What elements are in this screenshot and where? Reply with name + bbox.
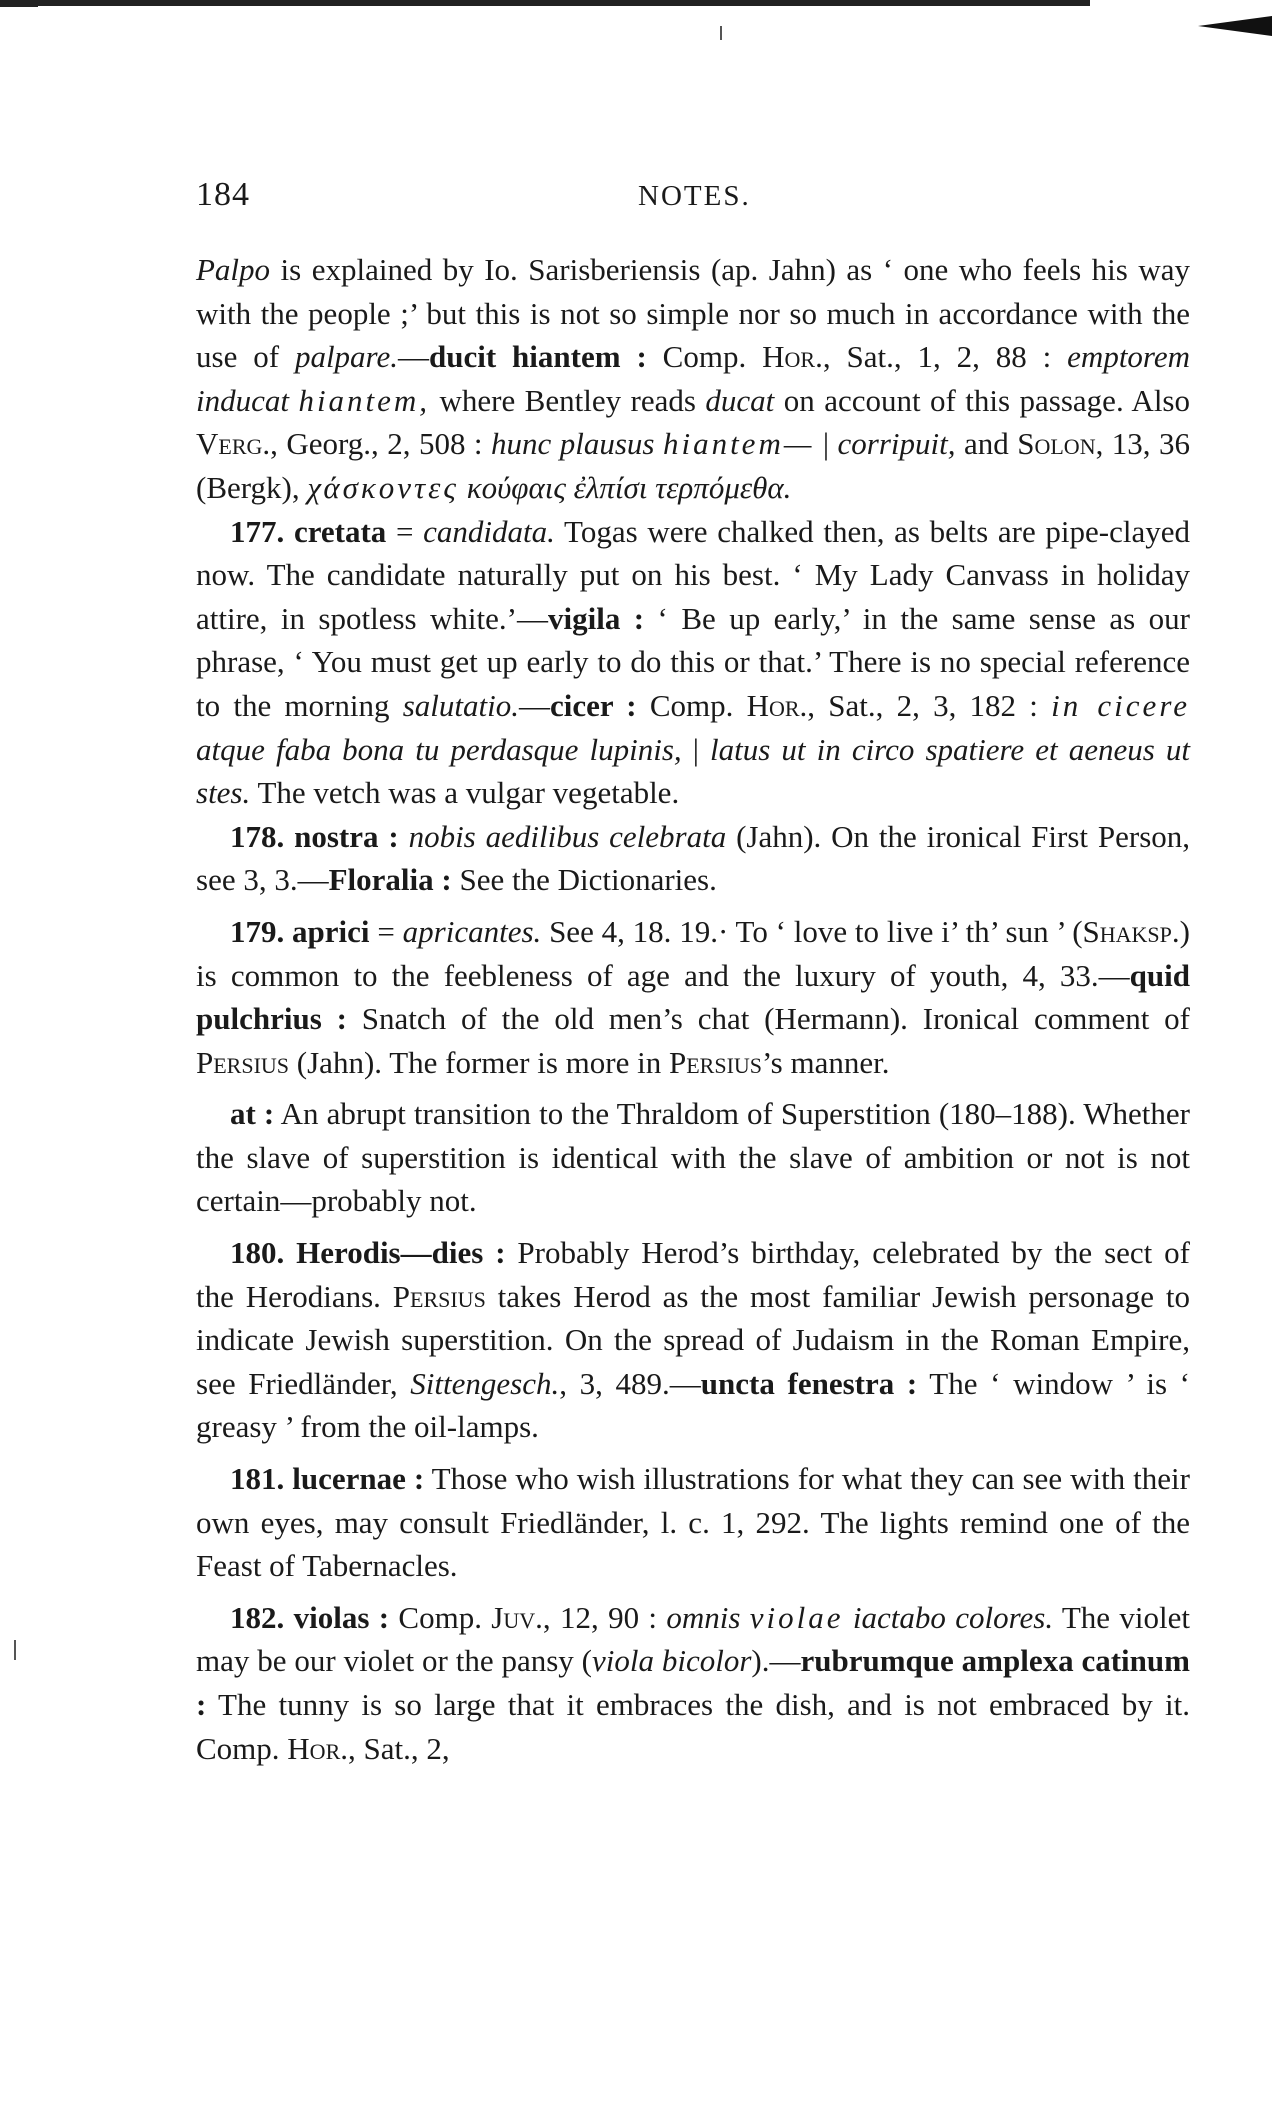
note-182 xyxy=(196,1596,1190,1770)
text-run: 179. aprici xyxy=(230,913,370,949)
scan-arrow-icon xyxy=(1198,16,1272,36)
text-run: Persius xyxy=(392,1278,486,1314)
note-177 xyxy=(196,510,1190,815)
text-run: nobis aedilibus celebrata xyxy=(408,818,727,854)
text-run: | xyxy=(814,426,838,462)
text-run: , 13, 36 (Bergk), xyxy=(196,426,1191,505)
text-run: palpare. xyxy=(294,339,398,375)
text-run: Floralia : xyxy=(328,862,452,898)
text-run: ).— xyxy=(751,1643,801,1679)
note-paragraph xyxy=(196,248,1190,510)
text-run: An abrupt transition to the Thraldom of Superstition (180–188). Whether the slave of superstition is identical with the slave of ambition or not is not certain—probably not. xyxy=(196,1096,1190,1219)
text-run: cicer : xyxy=(549,687,637,723)
page-number: 184 xyxy=(196,176,250,213)
text-run: See 4, 18. 19.· To ‘ love to live i’ th’ sun ’ ( xyxy=(541,913,1083,949)
text-run: Persius xyxy=(668,1044,763,1080)
text-run: hunc plausus xyxy=(491,426,663,462)
text-run: Snatch of the old men’s chat (Hermann). Ironical comment of xyxy=(346,1001,1190,1037)
text-run: See the Dictionaries. xyxy=(451,862,717,898)
text-run: Comp. xyxy=(646,339,763,375)
text-run: Persius xyxy=(196,1044,290,1080)
text-run: The violet may be our violet or the pansy ( xyxy=(196,1599,1190,1679)
text-run: emptorem inducat xyxy=(196,339,1190,418)
text-run: , Sat., 2, xyxy=(348,1730,450,1766)
top-border-rule xyxy=(0,0,1090,6)
text-run: takes Herod as the most familiar Jewish personage to indicate Jewish superstition. On the spread of Judaism in the Roman Empire, see Friedländer, xyxy=(196,1278,1191,1401)
text-run: , 3, 489.— xyxy=(559,1365,701,1401)
text-run: Palpo xyxy=(196,252,271,287)
text-run: κούφαις ἐλπίσι τερπόμεθα. xyxy=(458,469,792,505)
text-run: , 12, 90 : xyxy=(542,1599,667,1635)
text-run: uncta fenestra : xyxy=(700,1365,918,1401)
text-run: vigila : xyxy=(548,600,645,636)
notes-body xyxy=(196,248,1190,1770)
text-run: , Sat., 1, 2, 88 : xyxy=(822,339,1068,375)
text-run: and xyxy=(955,426,1018,462)
text-run: 178. nostra : xyxy=(230,818,399,854)
text-run: (Jahn). On the ironical First Person, see 3, 3.— xyxy=(196,818,1191,898)
text-run: hiantem, xyxy=(298,382,431,418)
text-run: in cicere xyxy=(1051,687,1190,723)
text-run: ducat xyxy=(705,382,775,418)
text-run: on account of this passage. Also xyxy=(774,382,1190,418)
text-run xyxy=(399,819,409,854)
text-run: is explained by Io. Sarisberiensis (ap. Jahn) as ‘ one who feels his way with the people ;’ but this is not so simple nor so much in accordance with the use of xyxy=(196,252,1190,375)
text-run: Verg. xyxy=(196,426,271,462)
text-run: ) is common to the feebleness of age and the luxury of youth, 4, 33.— xyxy=(196,913,1190,993)
text-run: , Georg., 2, 508 : xyxy=(270,426,492,462)
text-run: = xyxy=(386,513,424,549)
text-run: 182. violas : xyxy=(230,1599,390,1635)
text-run: The tunny is so large that it embraces the dish, and is not embraced by it. Comp. xyxy=(196,1687,1190,1766)
text-run: Togas were chalked then, as belts are pipe-clayed now. The candidate naturally put on his best. ‘ My Lady Canvass in holiday attire, in spotless white.’— xyxy=(196,513,1190,636)
text-run: latus ut in circo spatiere et aeneus ut stes. xyxy=(196,731,1190,811)
note-179 xyxy=(196,910,1190,1084)
text-run: 177. cretata xyxy=(230,513,387,549)
text-run: Those who wish illustrations for what they can see with their own eyes, may consult Friedländer, l. c. 1, 292. The lights remind one of the Feast of Tabernacles. xyxy=(196,1461,1190,1584)
text-run: 181. lucernae : xyxy=(230,1461,425,1497)
note-178 xyxy=(196,815,1190,902)
text-run: The vetch was a vulgar vegetable. xyxy=(250,775,680,811)
text-run: Hor. xyxy=(762,339,823,375)
text-run: Shaksp. xyxy=(1082,913,1180,949)
page-header xyxy=(196,176,1196,226)
text-run: salutatio. xyxy=(402,687,519,723)
text-run: ’s manner. xyxy=(762,1044,890,1080)
note-181 xyxy=(196,1457,1190,1588)
note-180 xyxy=(196,1231,1190,1449)
note-at xyxy=(196,1092,1190,1223)
text-run: (Jahn). The former is more in xyxy=(289,1044,669,1080)
text-run: Hor. xyxy=(746,687,808,723)
text-run: omnis xyxy=(666,1599,750,1635)
text-run: ‘ Be up early,’ in the same sense as our phrase, ‘ You must get up early to do this or that.’ There is no special reference to the morning xyxy=(196,600,1190,723)
text-run: ducit hiantem : xyxy=(428,339,647,375)
text-run: apricantes. xyxy=(402,913,542,949)
text-run: | xyxy=(681,731,711,767)
text-run: Juv. xyxy=(491,1599,543,1635)
text-run: where Bentley reads xyxy=(430,382,706,418)
margin-tick xyxy=(14,1640,16,1660)
text-run: at : xyxy=(230,1096,275,1132)
text-run: violae xyxy=(749,1599,844,1635)
running-head: NOTES. xyxy=(638,180,751,212)
text-run: atque faba bona tu perdasque lupinis, xyxy=(196,731,682,767)
text-run: , Sat., 2, 3, 182 : xyxy=(807,687,1052,723)
text-run: Sittengesch. xyxy=(410,1365,560,1401)
text-run: Comp. xyxy=(389,1599,492,1635)
corner-tick xyxy=(0,4,38,7)
text-run: viola bicolor xyxy=(592,1643,752,1679)
text-run: quid pulchrius : xyxy=(196,957,1190,1037)
text-run: candidata. xyxy=(423,513,555,549)
text-run: rubrumque amplexa catinum : xyxy=(196,1643,1190,1722)
text-run: Comp. xyxy=(636,687,747,723)
text-run: The ‘ window ’ is ‘ greasy ’ from the oil-lamps. xyxy=(196,1365,1191,1445)
text-run: χάσκοντες xyxy=(307,469,459,505)
center-tick xyxy=(720,26,722,40)
text-run: hiantem— xyxy=(662,426,815,462)
text-run: = xyxy=(369,913,403,949)
text-run: iactabo colores. xyxy=(843,1599,1054,1635)
text-run: — xyxy=(518,687,550,723)
text-run: Hor. xyxy=(287,1730,348,1766)
text-run: Solon xyxy=(1017,426,1096,462)
text-run: Probably Herod’s birthday, celebrated by the sect of the Herodians. xyxy=(196,1235,1190,1314)
text-run: — xyxy=(397,339,429,375)
text-run: corripuit, xyxy=(837,426,956,462)
text-run: 180. Herodis—dies : xyxy=(230,1235,506,1271)
